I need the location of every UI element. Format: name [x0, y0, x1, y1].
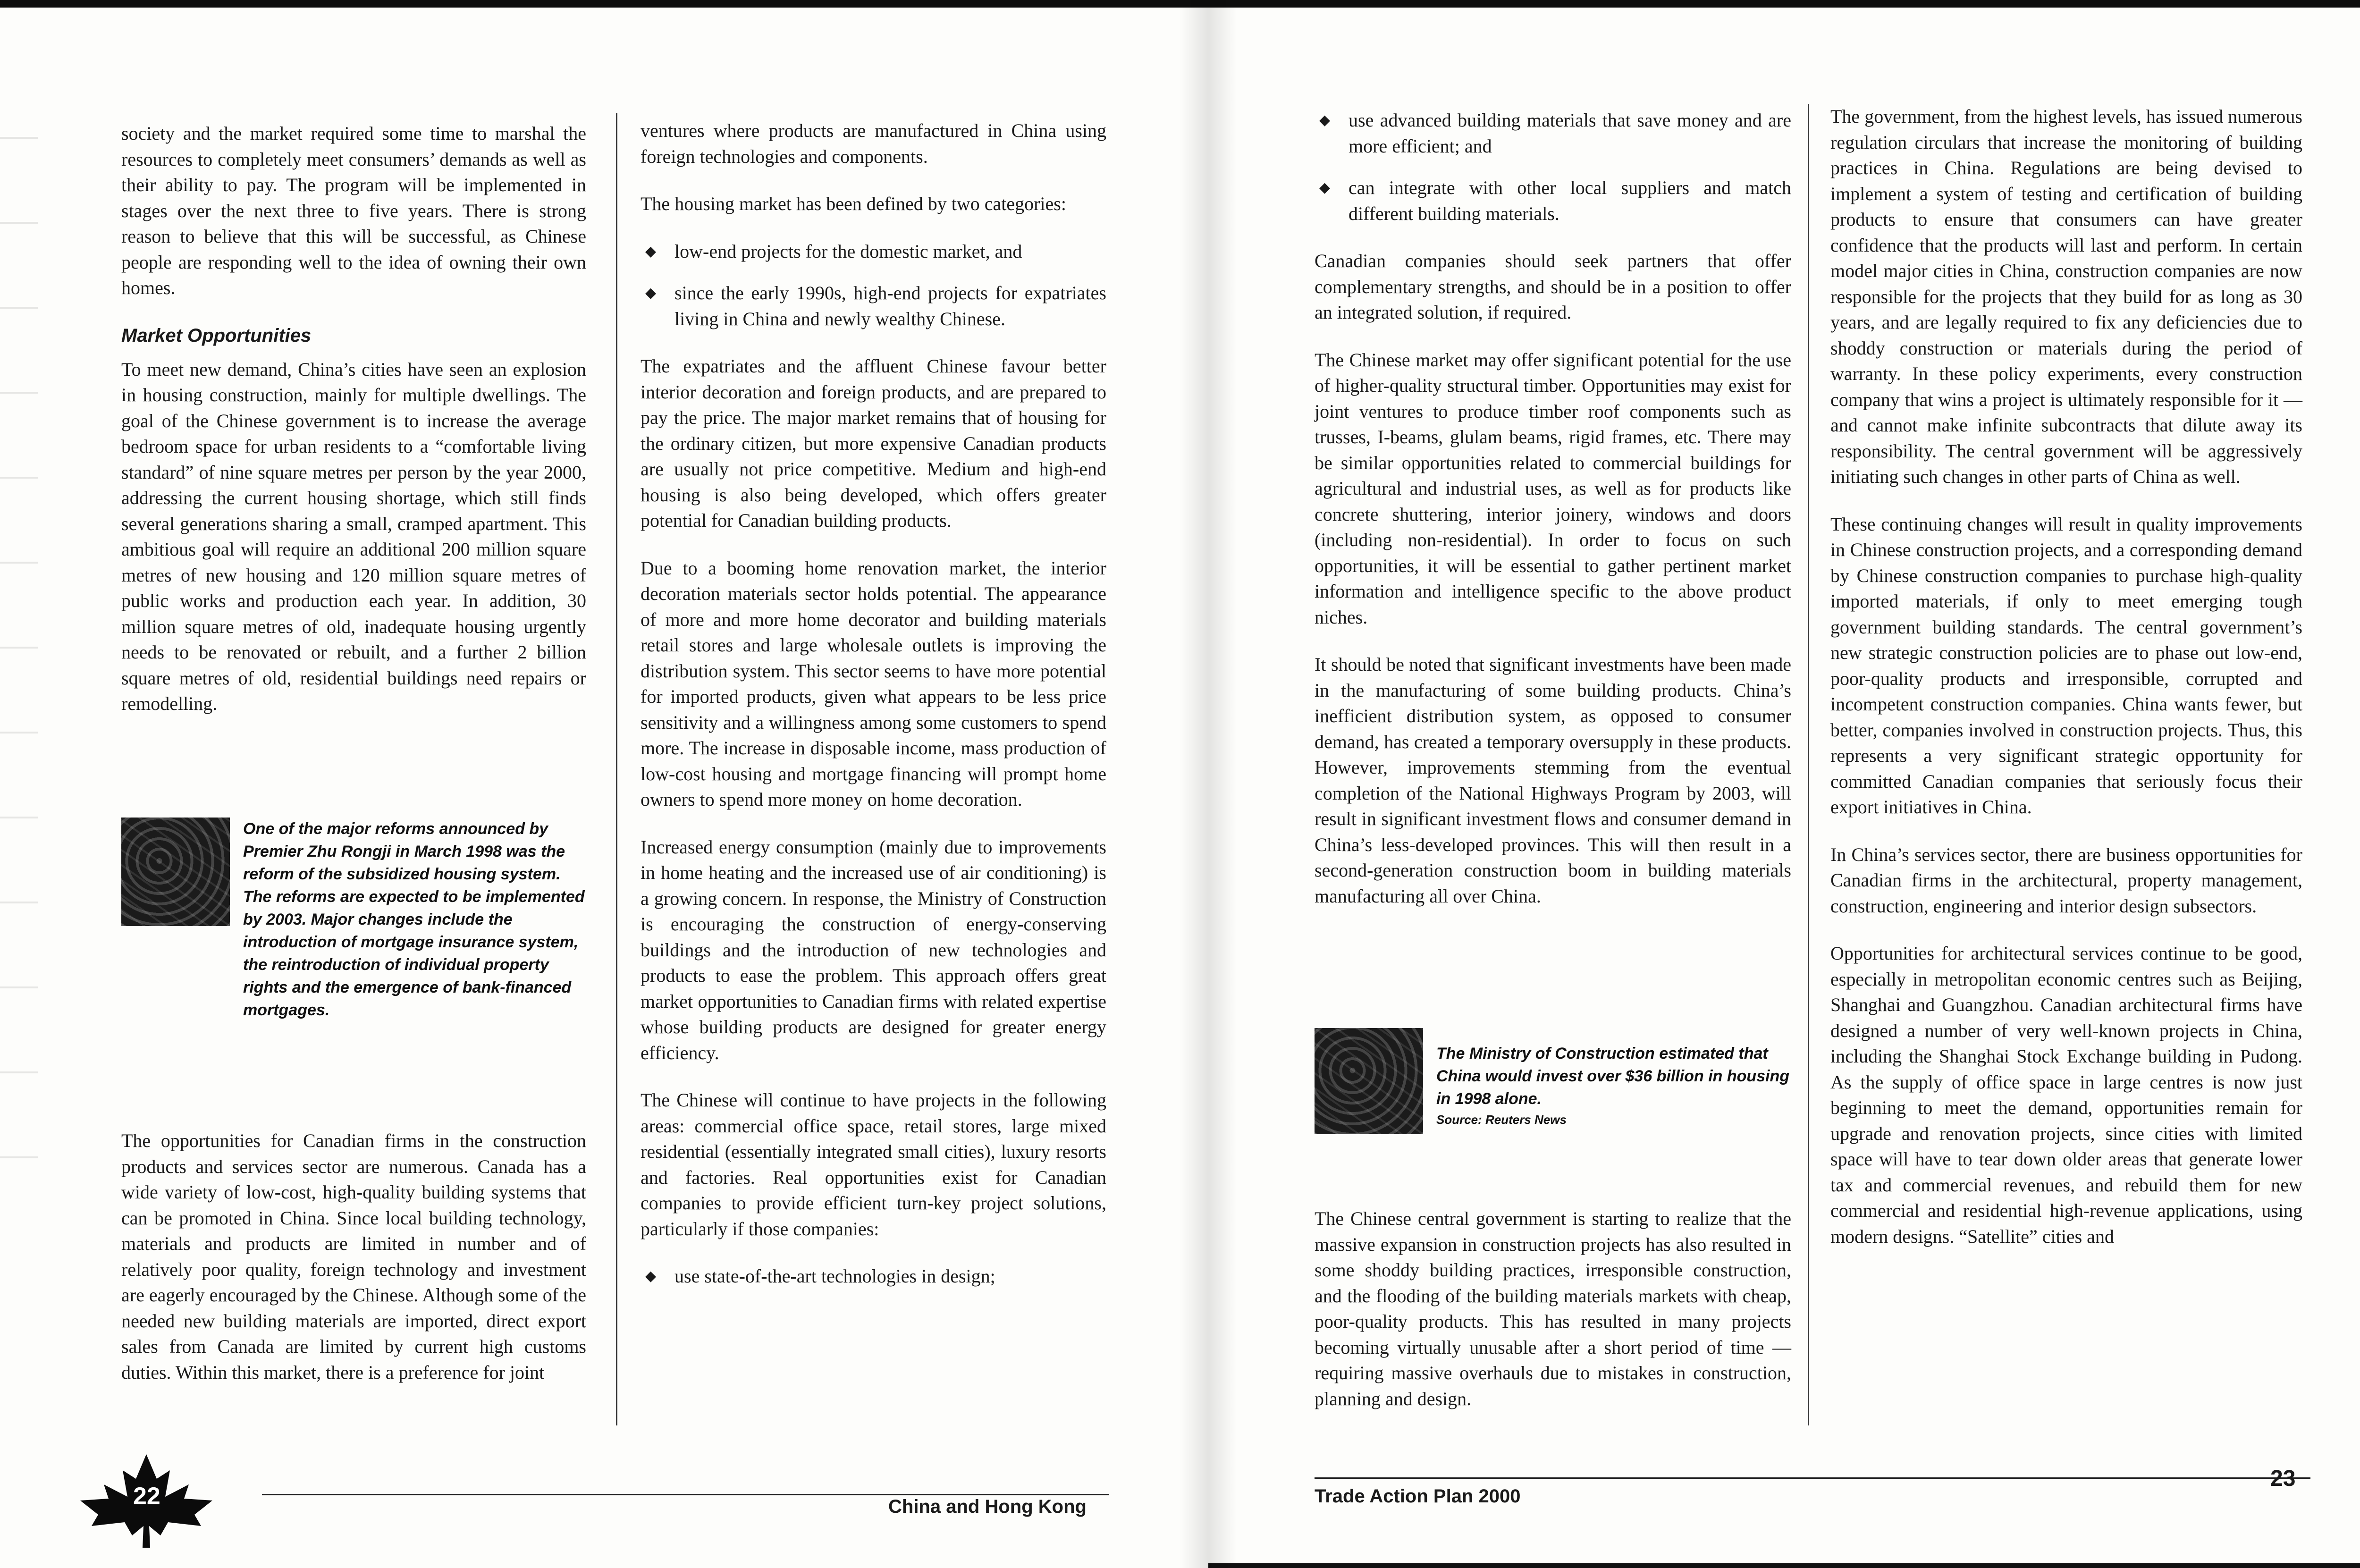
paragraph: society and the market required some time to marshal the resources to completely meet consumers’ demands as well as their ability to pay. The program will be implemented in stages over the next three to five years. There is strong reason to believe that this will be successful, as Chinese people are responding well to the idea of owning their own homes. [121, 123, 586, 298]
top-edge [1208, 0, 2360, 8]
paragraph: To meet new demand, China’s cities have seen an explosion in housing construction, mainly for multiple dwellings. The goal of the Chinese government is to increase the average bedroom space for urban residents to a “comfortable living standard” of nine square metres per person by the year 2000, addressing the current housing shortage, which still finds several generations sharing a small, cramped apartment. This ambitious goal will require an additional 200 million square metres of new housing and 120 million square metres of public works and production each year. In addition, 30 million square metres of old, inadequate housing urgently needs to be renovated or rebuilt, and a further 2 billion square metres of old, residential buildings need repairs or remodelling. [121, 358, 586, 714]
paragraph: The housing market has been defined by two categories: [641, 193, 1066, 214]
running-footer-title: Trade Action Plan 2000 [1315, 1486, 1521, 1507]
callout-box [1315, 1028, 1791, 1134]
list-item: ◆ low-end projects for the domestic market, and [641, 239, 1106, 265]
paragraph: The expatriates and the affluent Chinese favour better interior decoration and foreign products, and are prepared to pay the price. The major market remains that of housing for the ordinary citizen, but more expensive Canadian products are usually not price competitive. Medium and high-end housing is also being developed, which offers greater potential for Canadian building products. [641, 355, 1106, 531]
bullet-list [1315, 108, 1791, 227]
paragraph: The government, from the highest levels, has issued numerous regulation circulars that increase the monitoring of building practices in China. Regulations are being devised to implement a system of testing and certification of building products to ensure that consumers can have greater confidence that the products will last and perform. In certain model major cities in China, construction companies are now responsible for the projects that they build for as long as 30 years, and are legally required to fix any deficiencies due to shoddy construction or materials during the period of warranty. In these policy experiments, every construction company that wins a project is ultimately responsible for it — and cannot make infinite subcontracts that dilute away its responsibility. The central government will be aggressively initiating such changes in other parts of China as well. [1830, 106, 2302, 487]
callout-box [121, 818, 586, 1021]
paragraph: The Chinese market may offer significant potential for the use of higher-quality structural timber. Opportunities may exist for joint ventures to produce timber roof components such as trusses, I-beams, glulam beams, rigid frames, etc. There may be similar opportunities related to commercial buildings for agricultural and industrial uses, as well as for products like concrete shuttering, interior joinery, windows and doors (including non-residential). In order to focus on such opportunities, it will be essential to gather pertinent market information and intelligence specific to the above product niches. [1315, 349, 1791, 628]
bottom-edge [1208, 1563, 2360, 1568]
paragraph: In China’s services sector, there are business opportunities for Canadian firms in the architectural, property management, construction, engineering and interior design subsectors. [1830, 843, 2302, 917]
page-number: 23 [2270, 1466, 2296, 1491]
column-divider [616, 113, 617, 1425]
page-number: 22 [133, 1483, 160, 1510]
callout-photo [1315, 1028, 1423, 1134]
running-footer-title: China and Hong Kong [888, 1496, 1087, 1517]
left-column-1 [121, 121, 586, 739]
paragraph: ventures where products are manufactured in China using foreign technologies and components. [641, 120, 1106, 167]
paragraph: The opportunities for Canadian firms in the construction products and services sector are numerous. Canada has a wide variety of low-cost, high-quality building systems that can be promoted in China. Since local building technology, materials and products are limited in number and of relatively poor quality, foreign technology and investment are eagerly encouraged by the Chinese. Although some of the needed new building materials are imported, direct export sales from Canada are limited by current high customs duties. Within this market, there is a preference for joint [121, 1130, 586, 1383]
right-column-1 [1315, 108, 1791, 931]
diamond-bullet-icon: ◆ [645, 243, 657, 259]
section-heading: Market Opportunities [121, 325, 312, 346]
column-divider [1808, 104, 1809, 1425]
paragraph: Increased energy consumption (mainly due to improvements in home heating and the increased use of air conditioning) is a growing concern. In response, the Ministry of Construction is encouraging the construction of energy-conserving buildings and the introduction of new technologies and products to ease the problem. This approach offers great market opportunities to Canadian firms with related expertise whose building products are designed for greater energy efficiency. [641, 836, 1106, 1063]
footer-rule [262, 1494, 1109, 1495]
diamond-bullet-icon: ◆ [645, 1268, 657, 1284]
paragraph: The Chinese will continue to have projects in the following areas: commercial office space, retail stores, large mixed residential (essentially integrated small cities), luxury resorts and factories. Real opportunities exist for Canadian companies to provide efficient turn-key project solutions, particularly if those companies: [641, 1089, 1106, 1239]
spine-shadow [1208, 0, 1237, 1568]
bullet-list [641, 1264, 1106, 1290]
callout-source: Source: Reuters News [1436, 1113, 1567, 1127]
right-column-2 [1830, 104, 2302, 1271]
right-page [1208, 0, 2360, 1568]
list-item: ◆ use state-of-the-art technologies in design; [641, 1264, 1106, 1290]
spine-shadow [1180, 0, 1208, 1568]
diamond-bullet-icon: ◆ [1319, 112, 1331, 128]
list-item: ◆ can integrate with other local suppliers and match different building materials. [1315, 175, 1791, 227]
binding-edge-marks [0, 94, 38, 1227]
paragraph: Opportunities for architectural services continue to be good, especially in metropolitan economic centres such as Beijing, Shanghai and Guangzhou. Canadian architectural firms have designed a number of very well-known projects in China, including the Shanghai Stock Exchange building in Pudong. As the supply of office space in large centres is now just beginning to meet the demand, opportunities remain for upgrade and renovation projects, since cities with limited space will have to tear down older areas that generate lower tax and commercial revenues, and rebuild them for new commercial and residential high-revenue applications, using modern designs. “Satellite” cities and [1830, 943, 2302, 1247]
diamond-bullet-icon: ◆ [1319, 180, 1331, 195]
paragraph: It should be noted that significant investments have been made in the manufacturing of some building products. China’s inefficient distribution system, as opposed to consumer demand, has created a temporary oversupply in these products. However, improvements stemming from the eventual completion of the National Highways Program by 2003, will result in significant investment flows and consumer demand in China’s less-developed provinces. This will then result in a second-generation construction boom in building materials manufacturing all over China. [1315, 654, 1791, 907]
list-item: ◆ since the early 1990s, high-end projects for expatriates living in China and newly wealthy Chinese. [641, 280, 1106, 332]
list-item: ◆ use advanced building materials that save money and are more efficient; and [1315, 108, 1791, 159]
diamond-bullet-icon: ◆ [645, 285, 657, 301]
paragraph: Due to a booming home renovation market, the interior decoration materials sector holds potential. The appearance of more and more home decorator and building materials retail stores and large wholesale outlets is improving the distribution system. This sector seems to have more potential for imported products, given what appears to be less price sensitivity and a willingness among some customers to spend more. The increase in disposable income, mass production of low-cost housing and mortgage financing will prompt home owners to spend more money on home decoration. [641, 557, 1106, 810]
footer-rule [1315, 1477, 2310, 1479]
callout-text: One of the major reforms announced by Premier Zhu Rongji in March 1998 was the reform of the subsidized housing system. The reforms are expected to be implemented by 2003. Major changes include the introduction of mortgage insurance system, the reintroduction of individual property rights and the emergence of bank-financed mortgages. [243, 820, 585, 1019]
paragraph: These continuing changes will result in quality improvements in Chinese construction projects, and a corresponding demand by Chinese construction companies to purchase high-quality imported materials, if only to meet emerging tough government building standards. The central government’s new strategic construction policies are to phase out low-end, poor-quality products and irresponsible, corrupted and incompetent construction companies. China wants fewer, but better, companies involved in construction projects. Thus, this represents a very significant strategic opportunity for committed Canadian companies that seriously focus their export initiatives in China. [1830, 513, 2302, 818]
paragraph: The Chinese central government is starting to realize that the massive expansion in construction projects has also resulted in some shoddy building practices, irresponsible construction, and the flooding of the building materials markets with cheap, poor-quality products. This has resulted in many projects becoming virtually unusable after a short period of time — requiring massive overhauls due to mistakes in construction, planning and design. [1315, 1208, 1791, 1409]
right-column-1-lower [1315, 1206, 1791, 1433]
callout-text: The Ministry of Construction estimated that China would invest over $36 billion in housing in 1998 alone. Source: Reuters News [1436, 1028, 1791, 1134]
top-edge [0, 0, 1208, 8]
left-column-1-lower [121, 1128, 586, 1407]
paragraph: Canadian companies should seek partners that offer complementary strengths, and should be in a position to offer an integrated solution, if required. [1315, 250, 1791, 323]
left-column-2 [641, 118, 1106, 1311]
callout-photo [121, 818, 230, 926]
bullet-list [641, 239, 1106, 332]
